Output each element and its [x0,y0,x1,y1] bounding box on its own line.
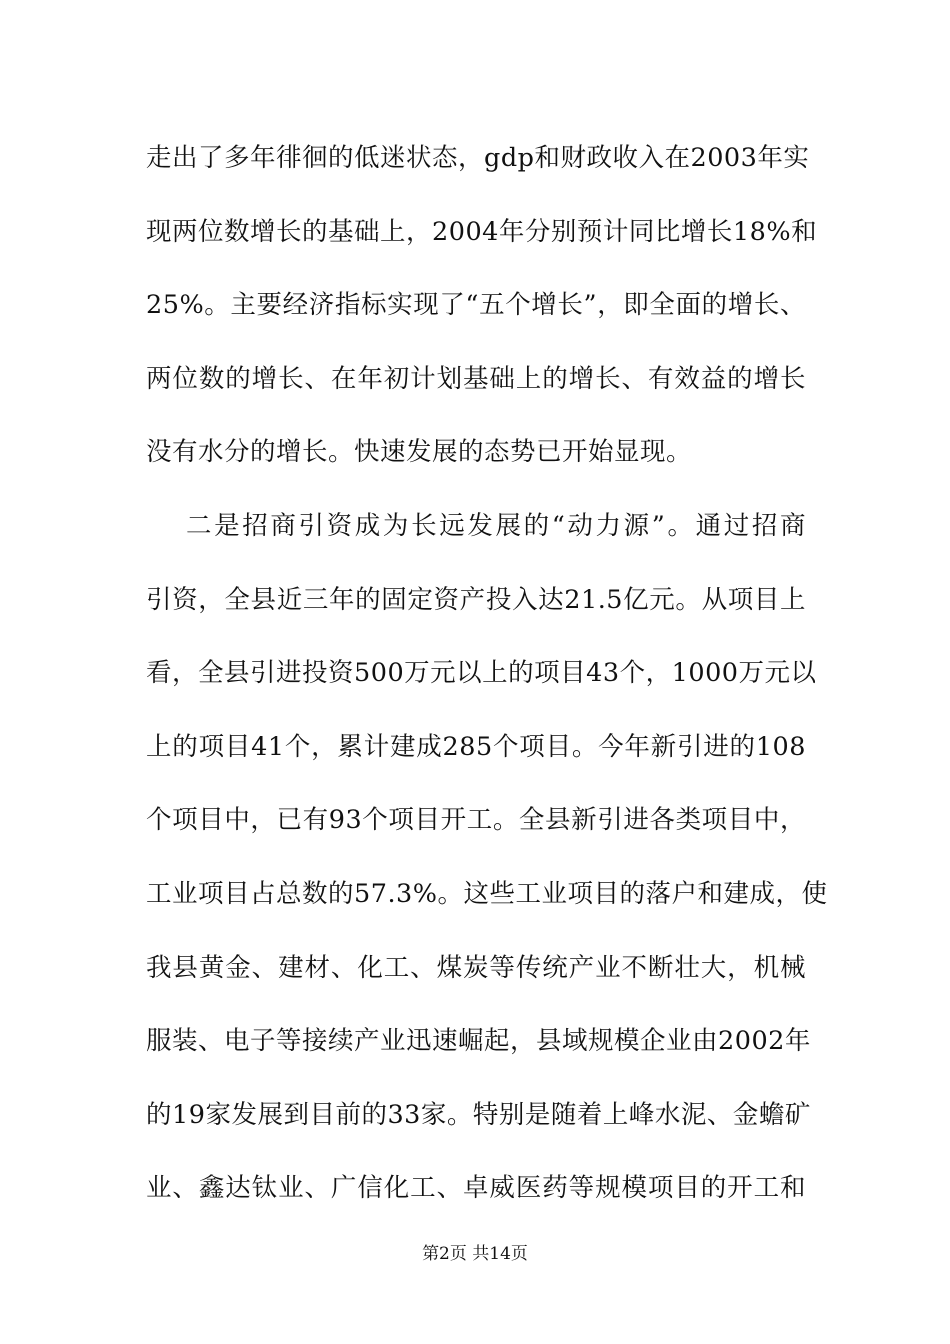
text-line: 我县黄金、建材、化工、煤炭等传统产业不断壮大，机械 [146,952,806,983]
page-number-footer: 第2页 共14页 [422,1244,528,1264]
text-line: 没有水分的增长。快速发展的态势已开始显现。 [146,437,693,468]
text-line: 两位数的增长、在年初计划基础上的增长、有效益的增长 [146,363,806,394]
text-line: 工业项目占总数的57.3%。这些工业项目的落户和建成，使 [146,878,828,909]
text-line: 上的项目41个，累计建成285个项目。今年新引进的108 [146,731,806,762]
text-line: 现两位数增长的基础上，2004年分别预计同比增长18%和 [146,216,818,247]
text-line: 业、鑫达钛业、广信化工、卓威医药等规模项目的开工和 [146,1173,806,1204]
text-line: 走出了多年徘徊的低迷状态，gdp和财政收入在2003年实 [146,143,810,173]
text-line: 服装、电子等接续产业迅速崛起，县域规模企业由2002年 [146,1026,811,1057]
text-line: 25%。主要经济指标实现了“五个增长”，即全面的增长、 [146,290,806,321]
text-line: 个项目中，已有93个项目开工。全县新引进各类项目中， [146,805,806,836]
text-line: 看，全县引进投资500万元以上的项目43个，1000万元以 [146,658,817,689]
text-line: 引资，全县近三年的固定资产投入达21.5亿元。从项目上 [146,584,806,615]
body-text [146,134,828,1238]
text-line: 二是招商引资成为长远发展的“动力源”。通过招商 [186,510,806,541]
text-line: 的19家发展到目前的33家。特别是随着上峰水泥、金蟾矿 [146,1099,811,1130]
